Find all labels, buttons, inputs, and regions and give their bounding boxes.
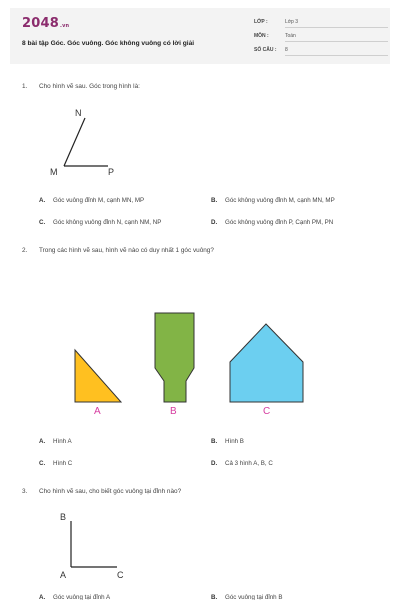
question-1-number: 1.: [22, 83, 28, 90]
q1-option-b-text: Góc không vuông đỉnh M, cạnh MN, MP: [225, 197, 335, 204]
angle-label-m: M: [50, 167, 58, 177]
q3-option-b-text: Góc vuông tại đỉnh B: [225, 594, 283, 600]
q1-option-a-key: A.: [39, 197, 46, 204]
question-3-text: Cho hình vẽ sau, cho biết góc vuông tại đỉnh nào?: [39, 488, 182, 495]
q2-option-c-text: Hình C: [53, 460, 73, 467]
q2-option-a-text: Hình A: [53, 438, 72, 445]
meta-subject-value: Toán: [285, 31, 388, 42]
shape-b-label: B: [170, 406, 177, 417]
meta-count-label: SỐ CÂU :: [254, 47, 277, 53]
meta-grade-value: Lớp 3: [285, 17, 388, 28]
q3-option-a-key: A.: [39, 594, 46, 600]
question-1-text: Cho hình vẽ sau. Góc trong hình là:: [39, 83, 140, 90]
q2-option-c-key: C.: [39, 460, 46, 467]
question-3-number: 3.: [22, 488, 28, 495]
q2-option-b-key: B.: [211, 438, 218, 445]
angle-label-b: B: [60, 512, 67, 522]
question-2-number: 2.: [22, 247, 28, 254]
angle-label-c: C: [117, 570, 124, 580]
q1-option-d-text: Góc không vuông đỉnh P, Cạnh PM, PN: [225, 219, 334, 226]
q2-option-d-key: D.: [211, 460, 218, 467]
question-2-text: Trong các hình vẽ sau, hình vẽ nào có duy nhất 1 góc vuông?: [39, 247, 214, 254]
shape-a-label: A: [94, 406, 101, 417]
logo-main: 2048: [22, 16, 59, 31]
q3-option-b-key: B.: [211, 594, 218, 600]
logo-suffix: .vn: [59, 23, 70, 29]
angle-label-a: A: [60, 570, 67, 580]
angle-label-p: P: [108, 167, 115, 177]
q2-option-d-text: Cả 3 hình A, B, C: [225, 460, 273, 467]
q1-option-d-key: D.: [211, 219, 218, 226]
q3-option-b[interactable]: [211, 594, 282, 600]
q1-option-c-text: Góc không vuông đỉnh N, cạnh NM, NP: [53, 219, 162, 226]
q2-option-a-key: A.: [39, 438, 46, 445]
q2-option-b-text: Hình B: [225, 438, 244, 445]
meta-subject-label: MÔN :: [254, 33, 269, 39]
q3-option-a[interactable]: [39, 594, 110, 600]
q1-option-b-key: B.: [211, 197, 218, 204]
q1-option-c-key: C.: [39, 219, 46, 226]
shape-c-label: C: [263, 406, 271, 417]
q1-option-a-text: Góc vuông đỉnh M, cạnh MN, MP: [53, 197, 145, 204]
q3-option-a-text: Góc vuông tại đỉnh A: [53, 594, 111, 600]
meta-grade-label: LỚP :: [254, 19, 268, 25]
document-title: 8 bài tập Góc. Góc vuông. Góc không vuông có lời giải: [22, 40, 195, 47]
meta-count-value: 8: [285, 45, 388, 56]
angle-label-n: N: [75, 108, 82, 118]
